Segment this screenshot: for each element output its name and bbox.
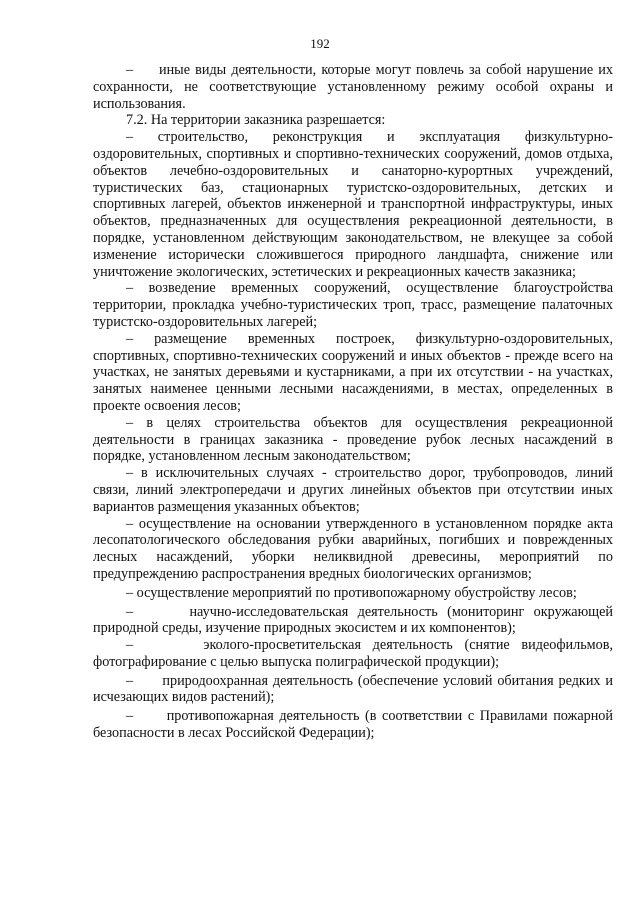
section-heading-7-2: 7.2. На территории заказника разрешается: [126,112,386,129]
list-item-sanitary-felling: – осуществление на основании утвержденного в установленном порядке акта лесопатологического обследования рубки аварийных, погибших и поврежденных лесных насаждений, уборки неликвидной древесины, мероприятий по предупреждению распространения вредных биологических организмов; [93,515,613,582]
page-number: 192 [310,36,330,51]
list-item-conservation: – природоохранная деятельность (обеспечение условий обитания редких и исчезающих видов растений); [93,672,613,706]
paragraph-other-activities: – иные виды деятельности, которые могут повлечь за собой нарушение их сохранности, не соответствующие установленному режиму особой охраны и использования. [93,62,613,112]
list-item-temporary-structures: – возведение временных сооружений, осуществление благоустройства территории, прокладка учебно-туристических троп, трасс, размещение палаточных туристско-оздоровительных лагерей; [93,280,613,330]
list-item-temporary-buildings: – размещение временных построек, физкультурно-оздоровительных, спортивных, спортивно-технических сооружений и иных объектов - прежде всего на участках, не занятых деревьями и кустарниками, а при их отсутствии - на участках, занятых наименее ценными лесными насаждениями, в местах, определенных в проекте освоения лесов; [93,330,613,414]
list-item-logging: – в целях строительства объектов для осуществления рекреационной деятельности в границах заказника - проведение рубок лесных насаждений в порядке, установленном лесным законодательством; [93,414,613,465]
document-body [93,62,613,742]
list-item-construction: – строительство, реконструкция и эксплуатация физкультурно-оздоровительных, спортивных и спортивно-технических сооружений, домов отдыха, объектов лечебно-оздоровительных и санаторно-курортных учреждений, туристических баз, стационарных туристско-оздоровительных, детских и спортивных лагерей, объектов инженерной и транспортной инфраструктуры, иных объектов, предназначенных для осуществления рекреационной деятельности, в порядке, установленном действующим законодательством, не влекущее за собой изменение исторически сложившегося природного ландшафта, снижение или уничтожение экологических, эстетических и рекреационных качеств заказника; [93,129,613,280]
list-item-linear-objects: – в исключительных случаях - строительство дорог, трубопроводов, линий связи, линий электропередачи и других линейных объектов при отсутствии иных вариантов размещения указанных объектов; [93,465,613,515]
list-item-fire-infrastructure: – осуществление мероприятий по противопожарному обустройству лесов; [126,584,577,601]
list-item-research: – научно-исследовательская деятельность (мониторинг окружающей природной среды, изучение природных экосистем и их компонентов); [93,603,613,637]
list-item-education: – эколого-просветительская деятельность (снятие видеофильмов, фотографирование с целью выпуска полиграфической продукции); [93,637,613,670]
list-item-fire-prevention: – противопожарная деятельность (в соответствии с Правилами пожарной безопасности в лесах Российской Федерации); [93,708,613,742]
